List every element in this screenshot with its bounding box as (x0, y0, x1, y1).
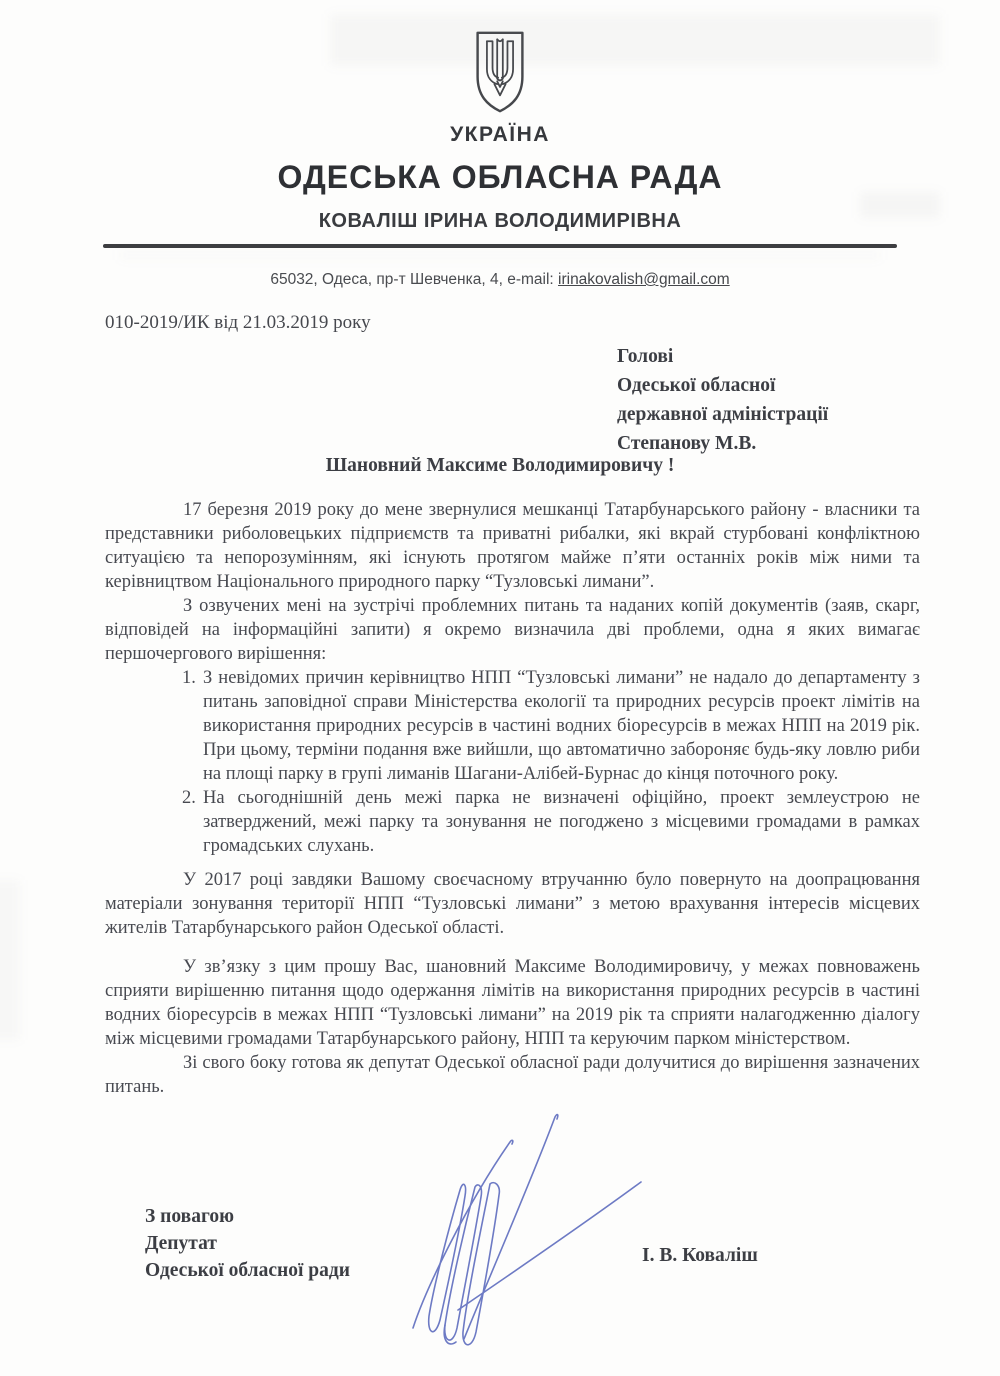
deputy-name-title: КОВАЛІШ ІРИНА ВОЛОДИМИРІВНА (318, 210, 682, 232)
letter-body (105, 498, 920, 1099)
closing-block (145, 1203, 350, 1284)
list-item-text: На сьогоднішній день межі парка не визначені офіційно, проект землеустрою не затверджений, межі парку та зонування не погоджено з місцевими громадами в рамках громадських слухань. (203, 788, 920, 856)
handwritten-signature (398, 1092, 660, 1359)
list-item-2 (105, 786, 920, 858)
reference-number-line: 010-2019/ИК від 21.03.2019 року (105, 312, 371, 333)
list-item-1 (105, 666, 920, 786)
paragraph-5: Зі свого боку готова як депутат Одеської обласної ради долучитися до вирішення зазначених питань. (105, 1053, 920, 1097)
closing-line: З повагою (145, 1206, 234, 1227)
salutation: Шановний Максиме Володимировичу ! (325, 455, 675, 476)
letterhead-divider (103, 244, 897, 248)
signatory-name: І. В. Коваліш (642, 1245, 758, 1266)
recipient-block (617, 342, 828, 458)
paragraph-2: З озвучених мені на зустрічі проблемних питань та наданих копій документів (заяв, скарг, відповідей на інформаційні запити) я окремо визначила дві проблеми, одна я яких вимагає першочергового вирішення: (105, 596, 920, 664)
country-title: УКРАЇНА (450, 123, 550, 146)
list-number: 2. (182, 788, 196, 808)
list-item-text: З невідомих причин керівництво НПП “Тузловські лимани” не надало до департаменту з питань заповідної справи Міністерства екології та природних ресурсів проект лімітів на використання природних ресурсів в частині водних біоресурсів в межах НПП на 2019 рік. При цьому, терміни подання вже вийшли, що автоматично забороняє будь-яку ловлю риби на площі парку в групі лиманів Шагани-Алібей-Бурнас до кінця поточного року. (203, 668, 920, 784)
paragraph-3: У 2017 році завдяки Вашому своєчасному втручанню було повернуто на доопрацювання матеріали зонування території НПП “Тузловські лимани” з метою врахування інтересів місцевих жителів Татарбунарського район Одеської області. (105, 870, 920, 938)
contact-address-line: 65032, Одеса, пр-т Шевченка, 4, e-mail: irinakovalish@gmail.com (270, 271, 730, 288)
recipient-line: Голові (617, 346, 674, 367)
paragraph-1: 17 березня 2019 року до мене звернулися мешканці Татарбунарського району - власники та представники риболовецьких підприємств та приватні рибалки, які вкрай стурбовані конфліктною ситуацією та непорозумінням, які існують протягом майже п’яти останніх років між ними та керівництвом Національного природного парку “Тузловські лимани”. (105, 500, 920, 592)
recipient-line: державної адміністрації (617, 404, 829, 425)
closing-line: Депутат (145, 1233, 217, 1254)
list-number: 1. (182, 668, 196, 688)
numbered-list (105, 666, 920, 858)
scan-noise-smudge (0, 880, 20, 1040)
organization-title: ОДЕСЬКА ОБЛАСНА РАДА (277, 159, 723, 195)
paragraph-4: У зв’язку з цим прошу Вас, шановний Максиме Володимировичу, у межах повноважень сприяти вирішенню питання щодо одержання лімітів на використання природних ресурсів в частині водних біоресурсів в межах НПП “Тузловські лимани” на 2019 рік та сприяти налагодженню діалогу між місцевими громадами Татарбунарського району, НПП та керуючим парком міністерством. (105, 957, 920, 1049)
letterhead (0, 0, 1000, 289)
closing-line: Одеської обласної ради (145, 1260, 350, 1281)
recipient-line: Одеської обласної (617, 375, 776, 396)
recipient-line: Степанову М.В. (617, 433, 757, 454)
ukraine-trident-emblem-icon (472, 30, 528, 119)
email-link[interactable]: irinakovalish@gmail.com (558, 271, 730, 288)
